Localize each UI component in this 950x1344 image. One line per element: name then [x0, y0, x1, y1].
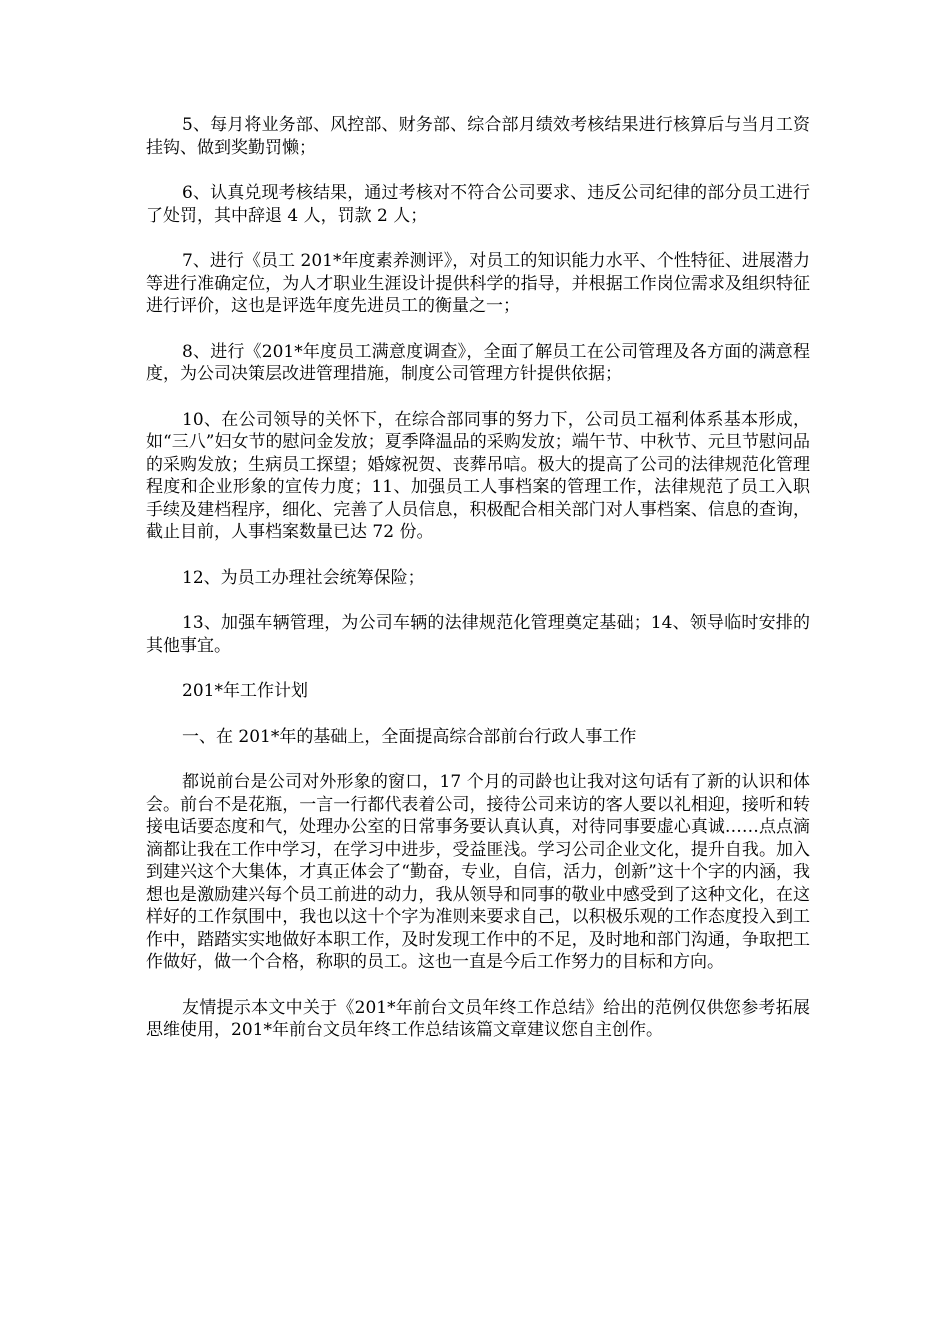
paragraph-item-6: 6、认真兑现考核结果，通过考核对不符合公司要求、违反公司纪律的部分员工进行了处罚，其中辞退 4 人，罚款 2 人；: [146, 183, 810, 226]
paragraph-disclaimer: 友情提示本文中关于《201*年前台文员年终工作总结》给出的范例仅供您参考拓展思维使用，201*年前台文员年终工作总结该篇文章建议您自主创作。: [146, 997, 810, 1040]
paragraph-item-13-14: 13、加强车辆管理，为公司车辆的法律规范化管理奠定基础；14、领导临时安排的其他事宜。: [146, 613, 810, 656]
paragraph-item-10-11: 10、在公司领导的关怀下，在综合部同事的努力下，公司员工福利体系基本形成，如“三八”妇女节的慰问金发放；夏季降温品的采购发放；端午节、中秋节、元旦节慰问品的采购发放；生病员工探望；婚嫁祝贺、丧葬吊唁。极大的提高了公司的法律规范化管理程度和企业形象的宣传力度；11、加强员工人事档案的管理工作，法律规范了员工入职手续及建档程序，细化、完善了人员信息，积极配合相关部门对人事档案、信息的查询，截止目前，人事档案数量已达 72 份。: [146, 409, 810, 542]
section-heading-work-plan: 201*年工作计划: [182, 681, 308, 701]
paragraph-item-8: 8、进行《201*年度员工满意度调查》，全面了解员工在公司管理及各方面的满意程度，为公司决策层改进管理措施，制度公司管理方针提供依据；: [146, 341, 810, 384]
paragraph-item-7: 7、进行《员工 201*年度素养测评》，对员工的知识能力水平、个性特征、进展潜力等进行准确定位，为人才职业生涯设计提供科学的指导，并根据工作岗位需求及组织特征进行评价，这也是评选年度先进员工的衡量之一；: [146, 251, 810, 316]
document-body: [146, 114, 810, 1065]
subsection-heading-1: 一、在 201*年的基础上，全面提高综合部前台行政人事工作: [182, 726, 637, 747]
paragraph-item-5: 5、每月将业务部、风控部、财务部、综合部月绩效考核结果进行核算后与当月工资挂钩、做到奖勤罚懒；: [146, 115, 810, 158]
paragraph-front-desk: 都说前台是公司对外形象的窗口，17 个月的司龄也让我对这句话有了新的认识和体会。前台不是花瓶，一言一行都代表着公司，接待公司来访的客人要以礼相迎，接听和转接电话要态度和气，处理办公室的日常事务要认真认真，对待同事要虚心真诚……点点滴滴都让我在工作中学习，在学习中进步，受益匪浅。学习公司企业文化，提升自我。加入到建兴这个大集体，才真正体会了“勤奋，专业，自信，活力，创新”这十个字的内涵，我想也是激励建兴每个员工前进的动力，我从领导和同事的敬业中感受到了这种文化，在这样好的工作氛围中，我也以这十个字为准则来要求自己，以积极乐观的工作态度投入到工作中，踏踏实实地做好本职工作，及时发现工作中的不足，及时地和部门沟通，争取把工作做好，做一个合格，称职的员工。这也一直是今后工作努力的目标和方向。: [146, 772, 810, 972]
paragraph-item-12: 12、为员工办理社会统筹保险；: [182, 567, 425, 588]
